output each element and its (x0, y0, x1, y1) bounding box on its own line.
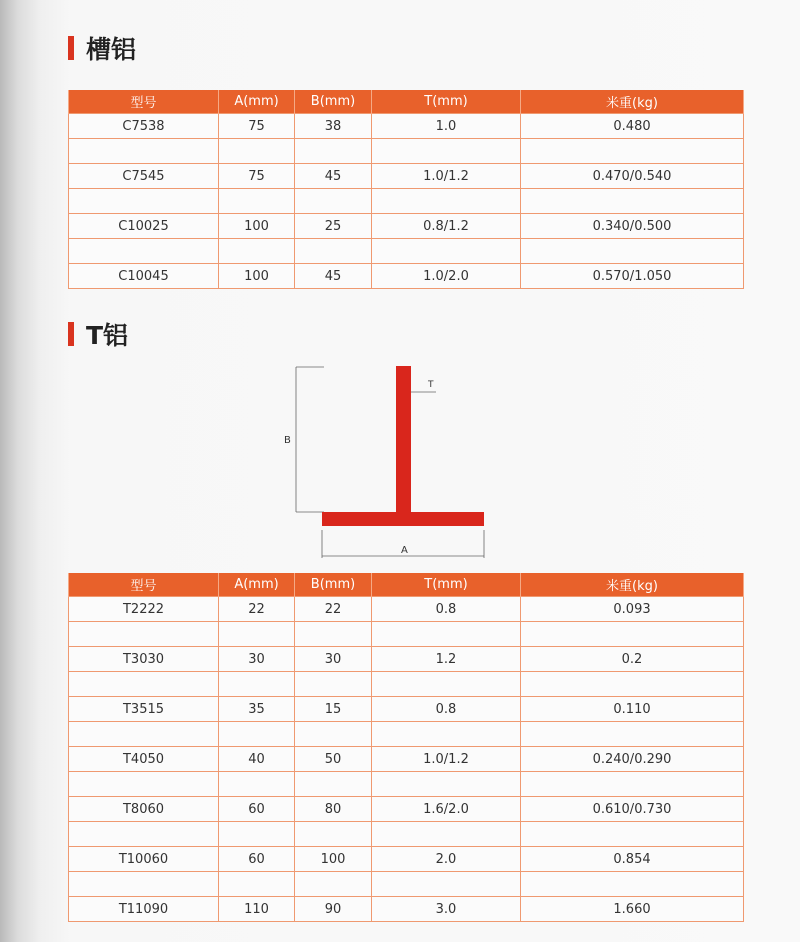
t-profile-flange (322, 512, 484, 526)
table-row (69, 747, 744, 772)
column-header: 型号 (69, 90, 219, 114)
table-cell: 1.0/2.0 (372, 264, 521, 289)
table-cell (69, 872, 219, 897)
table-cell: 35 (219, 697, 295, 722)
table-cell: 0.470/0.540 (521, 164, 744, 189)
table-cell (69, 189, 219, 214)
table-cell: 0.854 (521, 847, 744, 872)
table-cell (219, 822, 295, 847)
table-cell (372, 672, 521, 697)
table-header-row (69, 573, 744, 597)
table-cell (372, 872, 521, 897)
table-cell (295, 722, 372, 747)
column-header: 米重(kg) (521, 90, 744, 114)
column-header: T(mm) (372, 90, 521, 114)
table-cell (521, 189, 744, 214)
table-cell: T10060 (69, 847, 219, 872)
table-row (69, 797, 744, 822)
table-row (69, 214, 744, 239)
table-cell (219, 622, 295, 647)
table-cell: 1.6/2.0 (372, 797, 521, 822)
column-header: B(mm) (295, 90, 372, 114)
table-row (69, 722, 744, 747)
t-profile-diagram (280, 355, 500, 565)
table-cell: 0.8 (372, 697, 521, 722)
table-cell (521, 822, 744, 847)
table-cell (219, 239, 295, 264)
table-cell: 45 (295, 264, 372, 289)
table-cell: 80 (295, 797, 372, 822)
b-dimension-label: B (284, 435, 291, 446)
table-cell: 100 (295, 847, 372, 872)
table-cell: C10025 (69, 214, 219, 239)
table-cell (69, 139, 219, 164)
table-cell (295, 822, 372, 847)
table-cell (372, 772, 521, 797)
channel-spec-table (68, 90, 744, 289)
table-cell: 40 (219, 747, 295, 772)
table-cell: 30 (219, 647, 295, 672)
table-row (69, 697, 744, 722)
table-cell: 0.8/1.2 (372, 214, 521, 239)
table-cell: T3515 (69, 697, 219, 722)
table-cell (219, 189, 295, 214)
table-cell (295, 872, 372, 897)
table-cell: T11090 (69, 897, 219, 922)
table-cell: 90 (295, 897, 372, 922)
table-cell (295, 139, 372, 164)
table-cell (69, 722, 219, 747)
t-profile-web (396, 366, 411, 513)
title-accent-bar (68, 36, 74, 60)
table-cell: C10045 (69, 264, 219, 289)
table-cell (69, 672, 219, 697)
table-cell: 0.340/0.500 (521, 214, 744, 239)
table-cell: 45 (295, 164, 372, 189)
table-cell: 0.480 (521, 114, 744, 139)
column-header: 米重(kg) (521, 573, 744, 597)
table-cell (219, 139, 295, 164)
table-row (69, 164, 744, 189)
channel-title-text: 槽铝 (86, 35, 137, 64)
table-cell: T2222 (69, 597, 219, 622)
table-cell (219, 722, 295, 747)
table-cell (69, 239, 219, 264)
table-cell (521, 872, 744, 897)
table-row (69, 139, 744, 164)
table-row (69, 897, 744, 922)
table-cell: 1.0 (372, 114, 521, 139)
table-cell (521, 772, 744, 797)
title-accent-bar (68, 322, 74, 346)
channel-section-title (68, 30, 136, 66)
table-cell (521, 722, 744, 747)
table-cell (372, 622, 521, 647)
table-row (69, 597, 744, 622)
table-cell: 100 (219, 264, 295, 289)
table-row (69, 872, 744, 897)
table-cell (372, 822, 521, 847)
tbar-title-text: T铝 (86, 321, 129, 350)
table-cell (69, 622, 219, 647)
table-row (69, 189, 744, 214)
table-cell (295, 622, 372, 647)
table-cell (372, 239, 521, 264)
table-cell: T8060 (69, 797, 219, 822)
table-cell: 50 (295, 747, 372, 772)
table-cell: 75 (219, 164, 295, 189)
table-cell (219, 772, 295, 797)
table-cell (69, 822, 219, 847)
table-cell: 60 (219, 847, 295, 872)
table-cell: 1.0/1.2 (372, 164, 521, 189)
table-cell: 25 (295, 214, 372, 239)
column-header: A(mm) (219, 90, 295, 114)
table-cell: 0.8 (372, 597, 521, 622)
table-cell: 60 (219, 797, 295, 822)
column-header: A(mm) (219, 573, 295, 597)
table-row (69, 822, 744, 847)
table-row (69, 647, 744, 672)
table-cell (69, 772, 219, 797)
table-row (69, 672, 744, 697)
table-row (69, 622, 744, 647)
table-cell (219, 672, 295, 697)
table-row (69, 264, 744, 289)
table-cell: 1.2 (372, 647, 521, 672)
table-cell: C7545 (69, 164, 219, 189)
table-cell: 0.093 (521, 597, 744, 622)
table-cell: 0.570/1.050 (521, 264, 744, 289)
table-cell (295, 672, 372, 697)
table-cell (372, 189, 521, 214)
table-cell (219, 872, 295, 897)
table-cell: 38 (295, 114, 372, 139)
column-header: T(mm) (372, 573, 521, 597)
table-cell (372, 722, 521, 747)
table-cell: 0.2 (521, 647, 744, 672)
table-cell: 15 (295, 697, 372, 722)
table-cell: 0.610/0.730 (521, 797, 744, 822)
table-row (69, 239, 744, 264)
table-cell (521, 239, 744, 264)
table-cell: 1.0/1.2 (372, 747, 521, 772)
column-header: B(mm) (295, 573, 372, 597)
table-cell: 75 (219, 114, 295, 139)
table-cell (295, 239, 372, 264)
table-cell: C7538 (69, 114, 219, 139)
table-cell: 30 (295, 647, 372, 672)
table-cell: 100 (219, 214, 295, 239)
table-cell: 0.110 (521, 697, 744, 722)
tbar-spec-table (68, 573, 744, 922)
column-header: 型号 (69, 573, 219, 597)
table-cell: 1.660 (521, 897, 744, 922)
table-cell: 3.0 (372, 897, 521, 922)
table-row (69, 772, 744, 797)
table-cell: 110 (219, 897, 295, 922)
a-dimension-label: A (401, 545, 408, 556)
table-row (69, 847, 744, 872)
table-cell: 22 (219, 597, 295, 622)
table-cell (295, 189, 372, 214)
tbar-section-title (68, 316, 128, 352)
table-cell (372, 139, 521, 164)
table-cell: 0.240/0.290 (521, 747, 744, 772)
table-cell: 2.0 (372, 847, 521, 872)
table-cell (295, 772, 372, 797)
table-cell (521, 622, 744, 647)
table-cell (521, 139, 744, 164)
table-header-row (69, 90, 744, 114)
table-row (69, 114, 744, 139)
table-cell: T3030 (69, 647, 219, 672)
table-cell: T4050 (69, 747, 219, 772)
table-cell (521, 672, 744, 697)
t-dimension-label: T (428, 380, 434, 390)
table-cell: 22 (295, 597, 372, 622)
